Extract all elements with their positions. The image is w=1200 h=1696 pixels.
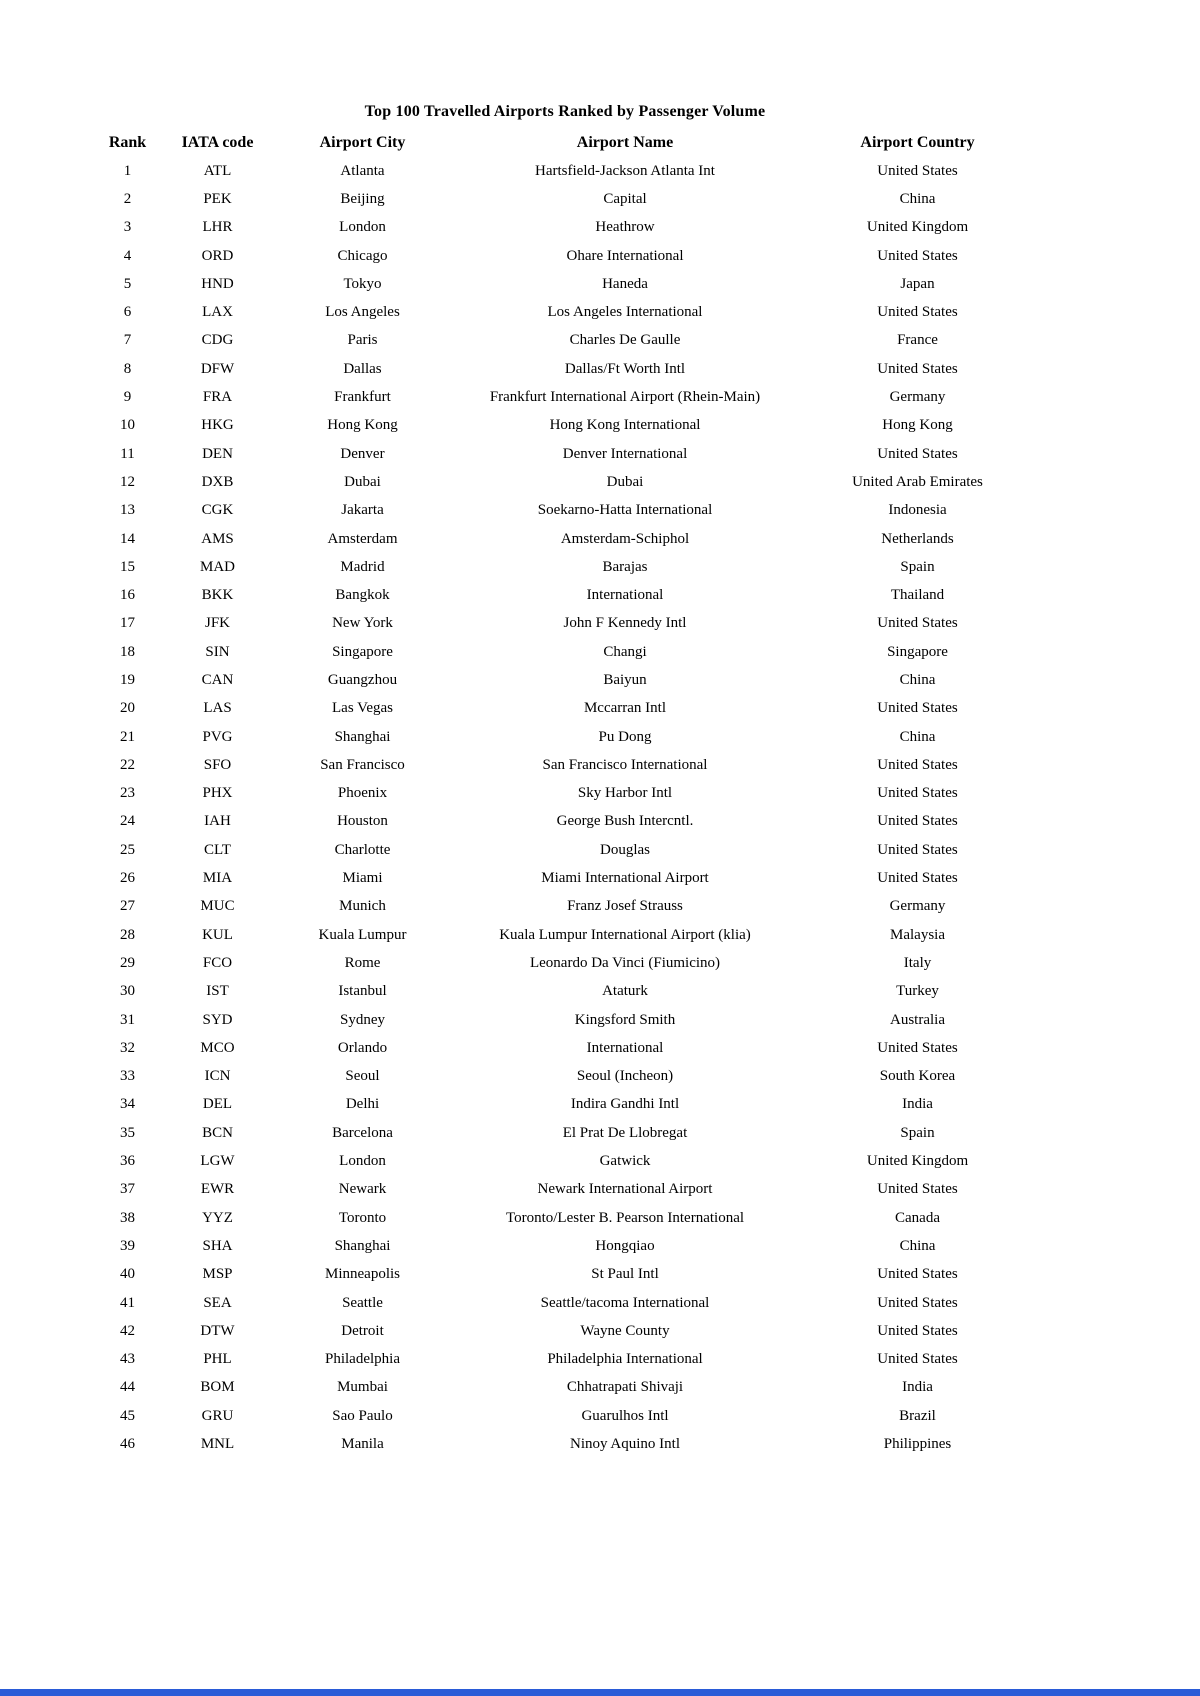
cell-name: Franz Josef Strauss [567, 898, 683, 915]
cell-city: Bangkok [335, 587, 390, 604]
cell-iata: MUC [200, 898, 235, 915]
cell-name: Seoul (Incheon) [576, 1068, 674, 1085]
table-row [95, 355, 1035, 383]
cell-iata: ICN [204, 1068, 231, 1085]
cell-city: Tokyo [343, 275, 382, 292]
document-content [95, 103, 1035, 1459]
cell-iata: LAX [202, 304, 233, 321]
cell-iata: LHR [202, 219, 233, 236]
cell-name: Ninoy Aquino Intl [569, 1436, 680, 1452]
cell-rank: 38 [120, 1209, 135, 1226]
cell-iata: EWR [200, 1181, 235, 1198]
table-row [95, 1430, 1035, 1458]
cell-name: Mccarran Intl [583, 700, 667, 717]
cell-country: Malaysia [890, 926, 945, 943]
cell-country: United States [877, 870, 958, 887]
cell-iata: PEK [203, 190, 232, 207]
table-row [95, 1345, 1035, 1373]
cell-country: United States [877, 1266, 958, 1283]
cell-name: Gatwick [599, 1153, 651, 1170]
cell-iata: YYZ [202, 1209, 233, 1226]
cell-rank: 1 [123, 162, 132, 179]
cell-rank: 9 [123, 389, 132, 406]
cell-name: Capital [603, 190, 647, 207]
cell-country: Canada [895, 1209, 940, 1226]
cell-country: United Kingdom [866, 1153, 969, 1170]
cell-rank: 33 [120, 1068, 135, 1085]
cell-city: Dallas [343, 360, 382, 377]
cell-rank: 31 [120, 1011, 135, 1028]
header-country: Airport Country [860, 134, 975, 151]
cell-city: Los Angeles [325, 304, 400, 321]
table-row [95, 1232, 1035, 1260]
cell-iata: FRA [202, 389, 233, 406]
cell-iata: BCN [202, 1124, 233, 1141]
cell-name: Chhatrapati Shivaji [566, 1379, 684, 1396]
cell-rank: 10 [120, 417, 135, 434]
table-row [95, 1204, 1035, 1232]
cell-country: South Korea [879, 1068, 956, 1085]
table-row [95, 666, 1035, 694]
cell-city: Chicago [337, 247, 388, 264]
table-row [95, 1176, 1035, 1204]
cell-city: Barcelona [332, 1124, 393, 1141]
cell-city: Shanghai [334, 728, 391, 745]
cell-name: Amsterdam-Schiphol [560, 530, 690, 547]
cell-rank: 46 [120, 1436, 135, 1452]
cell-country: United States [877, 700, 958, 717]
cell-rank: 25 [120, 841, 135, 858]
cell-country: India [902, 1096, 933, 1113]
cell-iata: JFK [204, 615, 230, 632]
cell-rank: 35 [120, 1124, 135, 1141]
cell-name: Kuala Lumpur International Airport (klia) [499, 926, 751, 943]
cell-iata: HKG [201, 417, 234, 434]
cell-iata: PVG [202, 728, 233, 745]
cell-city: Dubai [344, 473, 381, 490]
table-row [95, 185, 1035, 213]
cell-iata: BKK [201, 587, 234, 604]
cell-rank: 23 [120, 785, 135, 802]
cell-city: Guangzhou [327, 671, 398, 688]
table-row [95, 298, 1035, 326]
cell-name: El Prat De Llobregat [562, 1124, 688, 1141]
cell-rank: 34 [120, 1096, 135, 1113]
header-rank: Rank [108, 134, 147, 151]
cell-name: Wayne County [580, 1322, 670, 1339]
cell-country: China [899, 728, 936, 745]
cell-rank: 14 [120, 530, 135, 547]
cell-rank: 5 [123, 275, 132, 292]
table-body [95, 157, 1035, 1459]
cell-country: United States [877, 1039, 958, 1056]
cell-rank: 24 [120, 813, 135, 830]
cell-city: New York [332, 615, 393, 632]
cell-country: China [899, 190, 936, 207]
cell-country: Japan [900, 275, 935, 292]
cell-name: San Francisco International [542, 756, 708, 773]
cell-country: Turkey [896, 983, 939, 1000]
cell-name: Changi [603, 643, 647, 660]
cell-rank: 16 [120, 587, 135, 604]
cell-country: Philippines [883, 1436, 952, 1452]
table-row [95, 780, 1035, 808]
cell-city: Houston [337, 813, 388, 830]
cell-country: China [899, 1237, 936, 1254]
cell-name: Heathrow [595, 219, 655, 236]
cell-city: Minneapolis [325, 1266, 400, 1283]
cell-iata: MIA [202, 870, 233, 887]
cell-country: Spain [900, 1124, 935, 1141]
cell-country: Thailand [890, 587, 945, 604]
table-row [95, 836, 1035, 864]
cell-city: Las Vegas [332, 700, 393, 717]
cell-country: Hong Kong [882, 417, 953, 434]
cell-name: Philadelphia International [547, 1351, 703, 1368]
cell-rank: 19 [120, 671, 135, 688]
cell-rank: 30 [120, 983, 135, 1000]
cell-name: Pu Dong [598, 728, 652, 745]
cell-rank: 11 [120, 445, 135, 462]
table-row [95, 383, 1035, 411]
cell-country: United States [877, 162, 958, 179]
cell-city: Hong Kong [327, 417, 398, 434]
cell-country: Italy [903, 954, 932, 971]
cell-iata: DEL [202, 1096, 233, 1113]
cell-city: Madrid [340, 558, 385, 575]
cell-name: Kingsford Smith [574, 1011, 676, 1028]
cell-iata: MAD [199, 558, 235, 575]
cell-city: Sydney [340, 1011, 385, 1028]
cell-rank: 40 [120, 1266, 135, 1283]
cell-city: San Francisco [320, 756, 405, 773]
cell-country: Singapore [887, 643, 948, 660]
cell-country: United States [877, 1294, 958, 1311]
header-iata: IATA code [181, 134, 254, 151]
table-row [95, 525, 1035, 553]
cell-name: Haneda [602, 275, 648, 292]
table-row [95, 1374, 1035, 1402]
cell-city: Toronto [338, 1209, 387, 1226]
table-row [95, 1289, 1035, 1317]
table-row [95, 468, 1035, 496]
cell-country: United States [877, 756, 958, 773]
cell-rank: 36 [120, 1153, 135, 1170]
cell-city: Delhi [345, 1096, 380, 1113]
cell-city: Charlotte [334, 841, 391, 858]
table-row [95, 1006, 1035, 1034]
cell-iata: SHA [202, 1237, 233, 1254]
table-row [95, 1119, 1035, 1147]
cell-iata: ATL [203, 162, 232, 179]
cell-iata: DTW [200, 1322, 235, 1339]
cell-city: Seoul [345, 1068, 380, 1085]
cell-name: Ataturk [602, 983, 648, 1000]
table-row [95, 327, 1035, 355]
cell-iata: FCO [202, 954, 233, 971]
cell-rank: 3 [123, 219, 132, 236]
cell-name: Douglas [600, 841, 650, 858]
cell-country: China [899, 671, 936, 688]
cell-iata: KUL [202, 926, 233, 943]
table-row [95, 1402, 1035, 1430]
table-row [95, 949, 1035, 977]
cell-name: Baiyun [603, 671, 647, 688]
cell-country: Netherlands [881, 530, 954, 547]
cell-iata: MNL [200, 1436, 235, 1452]
cell-city: Phoenix [337, 785, 388, 802]
cell-name: Soekarno-Hatta International [537, 502, 713, 519]
table-row [95, 638, 1035, 666]
cell-country: Germany [889, 389, 946, 406]
cell-rank: 27 [120, 898, 135, 915]
cell-iata: MCO [200, 1039, 235, 1056]
table-row [95, 1317, 1035, 1345]
cell-iata: GRU [201, 1407, 234, 1424]
cell-country: United States [877, 841, 958, 858]
cell-city: Manila [341, 1436, 384, 1452]
cell-rank: 4 [123, 247, 132, 264]
table-row [95, 921, 1035, 949]
cell-name: International [586, 587, 664, 604]
cell-city: Orlando [337, 1039, 388, 1056]
cell-iata: CLT [204, 841, 231, 858]
cell-name: Leonardo Da Vinci (Fiumicino) [529, 954, 721, 971]
header-name: Airport Name [576, 134, 674, 151]
cell-rank: 22 [120, 756, 135, 773]
table-row [95, 1034, 1035, 1062]
cell-rank: 20 [120, 700, 135, 717]
cell-name: Hartsfield-Jackson Atlanta Int [535, 162, 715, 179]
cell-city: Kuala Lumpur [318, 926, 407, 943]
cell-iata: IAH [204, 813, 231, 830]
page-title: Top 100 Travelled Airports Ranked by Passenger Volume [364, 103, 766, 120]
cell-country: United Arab Emirates [852, 473, 983, 490]
table-row [95, 581, 1035, 609]
cell-iata: DEN [202, 445, 233, 462]
cell-country: Spain [900, 558, 935, 575]
cell-iata: LAS [203, 700, 232, 717]
cell-name: Hong Kong International [549, 417, 701, 434]
cell-country: United Kingdom [866, 219, 969, 236]
cell-rank: 37 [120, 1181, 135, 1198]
cell-iata: MSP [202, 1266, 233, 1283]
cell-rank: 41 [120, 1294, 135, 1311]
cell-name: Newark International Airport [537, 1181, 713, 1198]
cell-iata: PHL [203, 1351, 232, 1368]
cell-city: Detroit [341, 1322, 384, 1339]
cell-iata: SYD [202, 1011, 233, 1028]
table-row [95, 270, 1035, 298]
cell-name: Toronto/Lester B. Pearson International [505, 1209, 745, 1226]
cell-country: United States [877, 360, 958, 377]
cell-rank: 8 [123, 360, 132, 377]
cell-rank: 2 [123, 190, 132, 207]
cell-iata: CAN [201, 671, 234, 688]
cell-iata: CGK [201, 502, 234, 519]
cell-iata: IST [206, 983, 229, 1000]
table-row [95, 214, 1035, 242]
table-row [95, 1063, 1035, 1091]
table-row [95, 497, 1035, 525]
cell-iata: DXB [201, 473, 234, 490]
table-header-row [95, 129, 1035, 157]
cell-name: Los Angeles International [547, 304, 703, 321]
cell-city: London [339, 1153, 386, 1170]
table-row [95, 893, 1035, 921]
cell-city: Sao Paulo [332, 1407, 393, 1424]
cell-city: Frankfurt [334, 389, 391, 406]
cell-city: Beijing [340, 190, 385, 207]
cell-name: Frankfurt International Airport (Rhein-Main) [489, 389, 761, 406]
cell-rank: 17 [120, 615, 135, 632]
cell-country: Germany [889, 898, 946, 915]
cell-name: Indira Gandhi Intl [570, 1096, 680, 1113]
table-row [95, 553, 1035, 581]
cell-city: Rome [344, 954, 381, 971]
cell-city: Amsterdam [327, 530, 398, 547]
cell-city: Jakarta [341, 502, 384, 519]
table-row [95, 242, 1035, 270]
table-row [95, 695, 1035, 723]
cell-rank: 42 [120, 1322, 135, 1339]
cell-name: Barajas [602, 558, 648, 575]
cell-rank: 39 [120, 1237, 135, 1254]
table-row [95, 610, 1035, 638]
table-row [95, 1147, 1035, 1175]
table-row [95, 157, 1035, 185]
cell-rank: 32 [120, 1039, 135, 1056]
cell-city: Denver [340, 445, 385, 462]
table-row [95, 864, 1035, 892]
cell-iata: HND [201, 275, 234, 292]
cell-country: Brazil [899, 1407, 936, 1424]
cell-name: Ohare International [566, 247, 684, 264]
cell-country: United States [877, 1181, 958, 1198]
cell-city: Paris [347, 332, 378, 349]
cell-country: India [902, 1379, 933, 1396]
cell-name: Guarulhos Intl [581, 1407, 669, 1424]
cell-name: Charles De Gaulle [569, 332, 681, 349]
cell-country: United States [877, 615, 958, 632]
cell-rank: 29 [120, 954, 135, 971]
cell-name: Dallas/Ft Worth Intl [564, 360, 686, 377]
cell-city: London [339, 219, 386, 236]
cell-city: Singapore [332, 643, 393, 660]
cell-rank: 13 [120, 502, 135, 519]
cell-name: George Bush Intercntl. [556, 813, 694, 830]
cell-rank: 15 [120, 558, 135, 575]
cell-city: Munich [339, 898, 386, 915]
cell-country: United States [877, 304, 958, 321]
cell-iata: SIN [205, 643, 230, 660]
cell-city: Miami [342, 870, 383, 887]
cell-rank: 18 [120, 643, 135, 660]
cell-name: Hongqiao [595, 1237, 655, 1254]
cell-rank: 44 [120, 1379, 135, 1396]
cell-country: France [897, 332, 938, 349]
cell-city: Newark [338, 1181, 387, 1198]
taskbar-strip [0, 1689, 1200, 1696]
cell-name: Sky Harbor Intl [577, 785, 673, 802]
cell-country: United States [877, 813, 958, 830]
cell-city: Atlanta [340, 162, 385, 179]
cell-city: Mumbai [337, 1379, 388, 1396]
cell-country: United States [877, 247, 958, 264]
cell-city: Shanghai [334, 1237, 391, 1254]
cell-rank: 26 [120, 870, 135, 887]
table-row [95, 751, 1035, 779]
cell-iata: PHX [202, 785, 233, 802]
cell-iata: CDG [201, 332, 234, 349]
cell-country: United States [877, 1351, 958, 1368]
cell-iata: DFW [200, 360, 235, 377]
cell-city: Philadelphia [325, 1351, 400, 1368]
header-city: Airport City [319, 134, 406, 151]
cell-name: John F Kennedy Intl [563, 615, 687, 632]
cell-name: Seattle/tacoma International [540, 1294, 710, 1311]
airports-table [95, 129, 1035, 1459]
cell-name: Denver International [562, 445, 688, 462]
cell-iata: SFO [203, 756, 232, 773]
table-row [95, 723, 1035, 751]
cell-rank: 21 [120, 728, 135, 745]
cell-rank: 6 [123, 304, 132, 321]
cell-name: Miami International Airport [541, 870, 709, 887]
table-row [95, 978, 1035, 1006]
cell-name: International [586, 1039, 664, 1056]
cell-country: United States [877, 785, 958, 802]
cell-rank: 7 [123, 332, 132, 349]
cell-country: United States [877, 445, 958, 462]
cell-name: Dubai [606, 473, 644, 490]
cell-iata: LGW [200, 1153, 235, 1170]
cell-name: St Paul Intl [591, 1266, 659, 1283]
cell-rank: 45 [120, 1407, 135, 1424]
cell-country: United States [877, 1322, 958, 1339]
table-row [95, 412, 1035, 440]
cell-rank: 43 [120, 1351, 135, 1368]
cell-iata: SEA [203, 1294, 232, 1311]
cell-country: Australia [890, 1011, 945, 1028]
cell-rank: 28 [120, 926, 135, 943]
cell-iata: ORD [201, 247, 234, 264]
cell-iata: AMS [201, 530, 234, 547]
cell-country: Indonesia [888, 502, 947, 519]
table-row [95, 1091, 1035, 1119]
cell-iata: BOM [200, 1379, 235, 1396]
cell-city: Istanbul [338, 983, 387, 1000]
table-row [95, 440, 1035, 468]
cell-city: Seattle [342, 1294, 383, 1311]
table-row [95, 808, 1035, 836]
table-row [95, 1261, 1035, 1289]
cell-rank: 12 [120, 473, 135, 490]
